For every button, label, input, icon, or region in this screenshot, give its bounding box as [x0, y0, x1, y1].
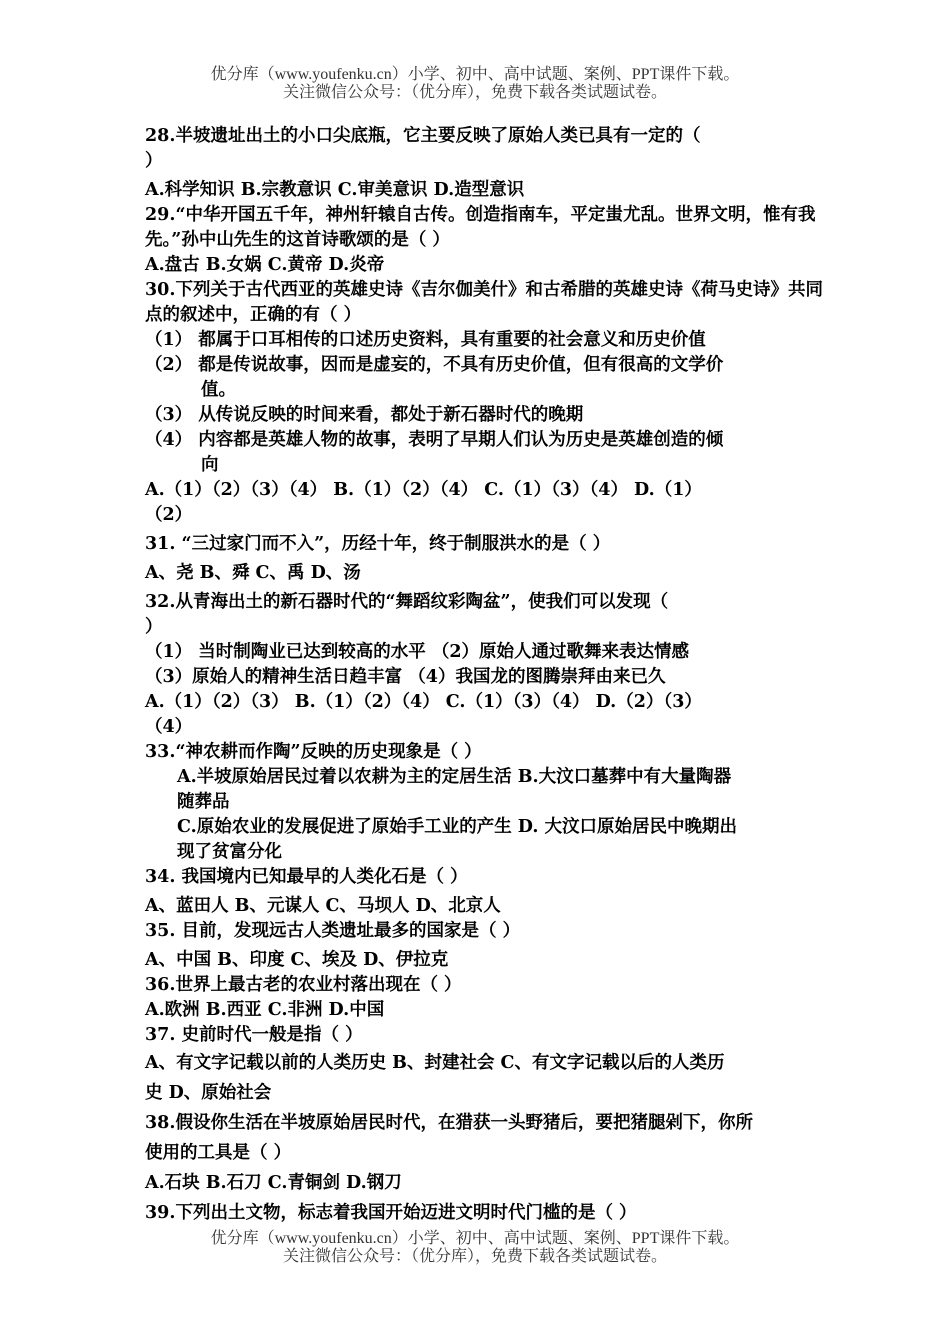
page-header	[0, 66, 950, 102]
header-line-2: 关注微信公众号：（优分库），免费下载各类试题试卷。	[282, 84, 667, 101]
question-31: 31. “三过家门而不入”，历经十年，终于制服洪水的是（ ）	[145, 534, 611, 554]
question-30-options: A.（1）（2）（3）（4） B.（1）（2）（4） C.（1）（3）（4） D.（1）	[145, 480, 702, 500]
question-33-option-ab-cont: 随葬品	[177, 792, 230, 812]
question-33: 33.“神农耕而作陶”反映的历史现象是（ ）	[145, 742, 482, 762]
question-34-options: A、蓝田人 B、元谋人 C、马坝人 D、北京人	[145, 896, 501, 916]
page-footer	[0, 1230, 950, 1266]
question-37-options-cont: 史 D、原始社会	[145, 1083, 272, 1103]
question-32-options: A.（1）（2）（3） B.（1）（2）（4） C.（1）（3）（4） D.（2）（3）	[145, 692, 702, 712]
question-29-options: A.盘古 B.女娲 C.黄帝 D.炎帝	[145, 255, 385, 275]
question-30: 30.下列关于古代西亚的英雄史诗《吉尔伽美什》和古希腊的英雄史诗《荷马史诗》共同点的叙述中，正确的有（ ）	[145, 280, 823, 325]
header-line-1: 优分库（www.youfenku.cn）小学、初中、高中试题、案例、PPT课件下载。	[210, 66, 740, 83]
question-37: 37. 史前时代一般是指（ ）	[145, 1025, 363, 1045]
question-28-cont: ）	[145, 151, 163, 171]
question-33-option-ab: A.半坡原始居民过着以农耕为主的定居生活 B.大汶口墓葬中有大量陶器	[177, 767, 732, 787]
question-30-statement-4: （4） 内容都是英雄人物的故事，表明了早期人们认为历史是英雄创造的倾	[145, 430, 724, 450]
question-29: 29.“中华开国五千年，神州轩辕自古传。创造指南车，平定蚩尤乱。世界文明，惟有我先。”孙中山先生的这首诗歌颂的是（ ）	[145, 205, 816, 250]
footer-line-2: 关注微信公众号：（优分库），免费下载各类试题试卷。	[282, 1248, 667, 1265]
question-35-options: A、中国 B、印度 C、埃及 D、伊拉克	[145, 950, 449, 970]
question-list	[145, 124, 825, 1228]
question-35: 35. 目前，发现远古人类遗址最多的国家是（ ）	[145, 921, 521, 941]
question-30-statement-1: （1） 都属于口耳相传的口述历史资料，具有重要的社会意义和历史价值	[145, 330, 706, 350]
question-32: 32.从青海出土的新石器时代的“舞蹈纹彩陶盆”，使我们可以发现（	[145, 592, 669, 612]
question-32-options-cont: （4）	[145, 717, 193, 737]
question-36-options: A.欧洲 B.西亚 C.非洲 D.中国	[145, 1000, 385, 1020]
question-28-options: A.科学知识 B.宗教意识 C.审美意识 D.造型意识	[145, 180, 525, 200]
question-31-options: A、尧 B、舜 C、禹 D、汤	[145, 563, 361, 583]
question-33-option-cd: C.原始农业的发展促进了原始手工业的产生 D. 大汶口原始居民中晚期出	[177, 817, 738, 837]
question-30-statement-3: （3） 从传说反映的时间来看，都处于新石器时代的晚期	[145, 405, 584, 425]
question-36: 36.世界上最古老的农业村落出现在（ ）	[145, 975, 462, 995]
question-28: 28.半坡遗址出土的小口尖底瓶，它主要反映了原始人类已具有一定的（	[145, 126, 701, 146]
question-38-options: A.石块 B.石刀 C.青铜剑 D.钢刀	[145, 1173, 402, 1193]
question-32-statements-1: （1） 当时制陶业已达到较高的水平 （2）原始人通过歌舞来表达情感	[145, 642, 690, 662]
question-30-options-cont: （2）	[145, 505, 193, 525]
question-30-statement-4-cont: 向	[201, 455, 219, 475]
question-34: 34. 我国境内已知最早的人类化石是（ ）	[145, 867, 468, 887]
question-32-statements-2: （3）原始人的精神生活日趋丰富 （4）我国龙的图腾崇拜由来已久	[145, 667, 666, 687]
question-38-cont: 使用的工具是（ ）	[145, 1143, 292, 1163]
footer-line-1: 优分库（www.youfenku.cn）小学、初中、高中试题、案例、PPT课件下载。	[210, 1230, 740, 1247]
question-38: 38.假设你生活在半坡原始居民时代，在猎获一头野猪后，要把猪腿剁下，你所	[145, 1113, 753, 1133]
question-32-cont: ）	[145, 617, 163, 637]
question-30-statement-2: （2） 都是传说故事，因而是虚妄的，不具有历史价值，但有很高的文学价	[145, 355, 724, 375]
question-39: 39.下列出土文物，标志着我国开始迈进文明时代门槛的是（ ）	[145, 1203, 637, 1223]
question-33-option-cd-cont: 现了贫富分化	[177, 842, 282, 862]
question-30-statement-2-cont: 值。	[201, 380, 236, 400]
question-37-options: A、有文字记载以前的人类历史 B、封建社会 C、有文字记载以后的人类历	[145, 1053, 725, 1073]
